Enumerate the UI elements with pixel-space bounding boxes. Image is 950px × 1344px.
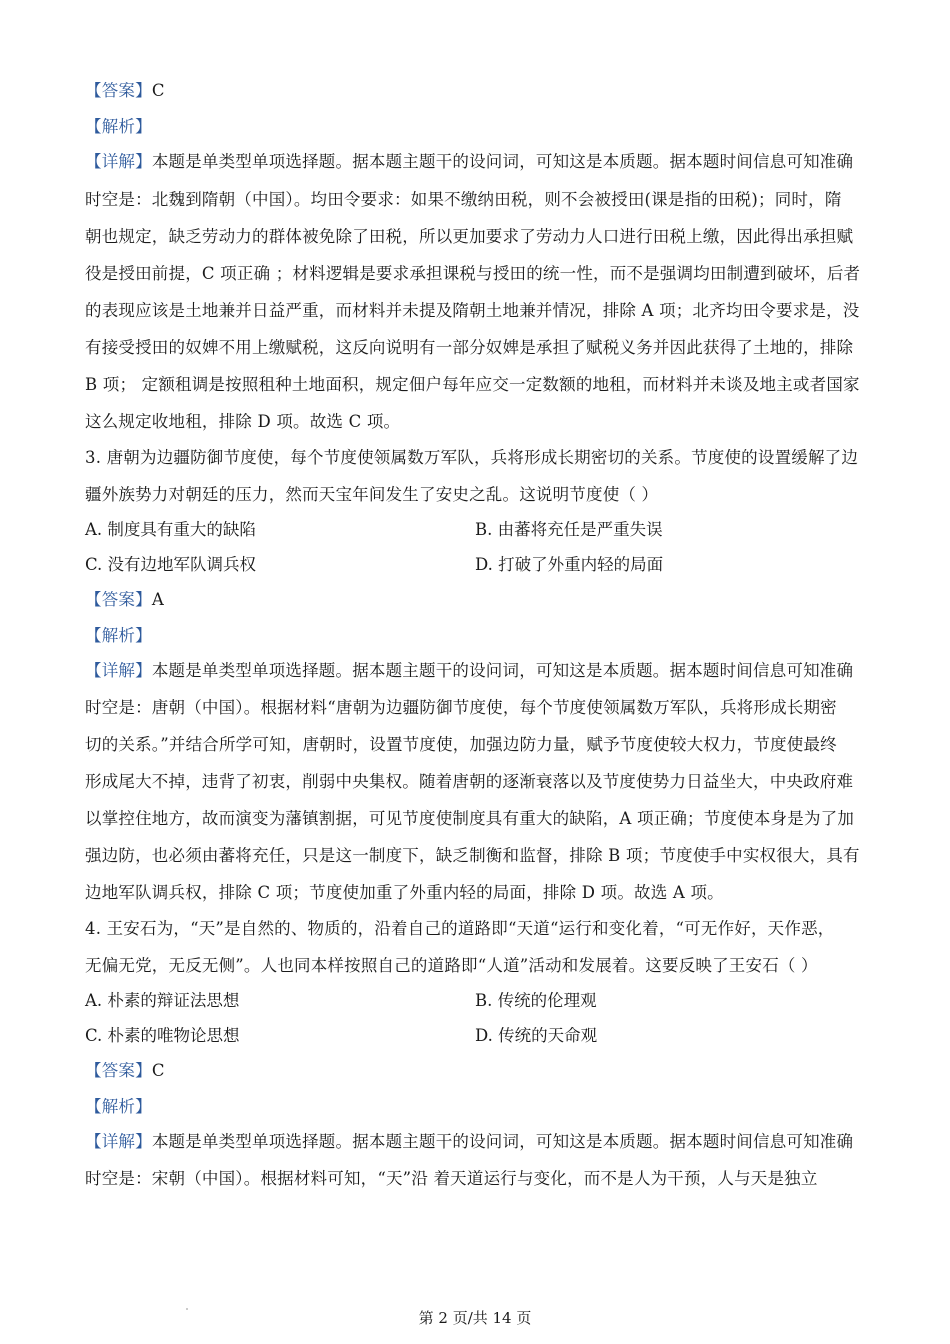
q2-detail-line: 的表现应该是土地兼并日益严重，而材料并未提及隋朝土地兼并情况，排除 A 项；北齐均田令要求是，没 (85, 301, 860, 320)
q2-detail-line: 有接受授田的奴婢不用上缴赋税，这反向说明有一部分奴婢是承担了赋税义务并因此获得了土地的，排除 (85, 338, 854, 357)
q2-detail-line: 这么规定收地租，排除 D 项。故选 C 项。 (85, 412, 401, 431)
detail-tag: 【详解】 (85, 152, 152, 171)
q2-detail-line: B 项； 定额租调是按照租种土地面积，规定佃户每年应交一定数额的地租，而材料并未谈及地主或者国家 (85, 375, 860, 394)
answer-value: A (151, 590, 164, 609)
q4-option-a: A. 朴素的辩证法思想 (85, 991, 240, 1010)
q3-answer (85, 589, 164, 611)
q3-detail-line: 切的关系。”并结合所学可知，唐朝时，设置节度使，加强边防力量，赋予节度使较大权力，节度使最终 (85, 735, 837, 754)
q4-option-b: B. 传统的伦理观 (475, 991, 597, 1010)
q2-detail-line: 时空是：北魏到隋朝（中国）。均田令要求：如果不缴纳田税，则不会被授田(课是指的田税)；同时，隋 (85, 190, 842, 209)
answer-tag: 【答案】 (85, 81, 152, 100)
answer-tag: 【答案】 (85, 1061, 152, 1080)
q3-detail-line: 边地军队调兵权，排除 C 项；节度使加重了外重内轻的局面，排除 D 项。故选 A 项。 (85, 883, 724, 902)
q4-detail-line: 【详解】本题是单类型单项选择题。据本题主题干的设问词，可知这是本质题。据本题时间信息可知准确 (85, 1132, 854, 1151)
q2-answer (85, 80, 165, 102)
page-footer: 第 2 页/共 14 页 (418, 1309, 532, 1327)
q4-option-d: D. 传统的天命观 (475, 1026, 598, 1045)
q4-analysis-tag: 【解析】 (85, 1097, 152, 1116)
detail-tag: 【详解】 (85, 1132, 152, 1151)
q3-detail-line: 形成尾大不掉，违背了初衷，削弱中央集权。随着唐朝的逐渐衰落以及节度使势力日益坐大，中央政府难 (85, 772, 854, 791)
q2-analysis-tag: 【解析】 (85, 117, 152, 136)
q3-stem-line: 3. 唐朝为边疆防御节度使，每个节度使领属数万军队，兵将形成长期密切的关系。节度使的设置缓解了边 (85, 448, 859, 467)
q3-detail-line: 时空是：唐朝（中国）。根据材料“唐朝为边疆防御节度使，每个节度使领属数万军队，兵将形成长期密 (85, 698, 837, 717)
q4-detail-line: 时空是：宋朝（中国）。根据材料可知，“天”沿 着天道运行与变化，而不是人为干预，人与天是独立 (85, 1169, 818, 1188)
answer-value: C (151, 1061, 165, 1080)
q3-analysis-tag: 【解析】 (85, 626, 152, 645)
answer-tag: 【答案】 (85, 590, 152, 609)
q3-option-d: D. 打破了外重内轻的局面 (475, 555, 664, 574)
q3-detail-line: 【详解】本题是单类型单项选择题。据本题主题干的设问词，可知这是本质题。据本题时间信息可知准确 (85, 661, 854, 680)
q2-detail-line: 朝也规定，缺乏劳动力的群体被免除了田税，所以更加要求了劳动力人口进行田税上缴，因此得出承担赋 (85, 227, 854, 246)
q3-stem-line: 疆外族势力对朝廷的压力，然而天宝年间发生了安史之乱。这说明节度使（ ） (85, 485, 659, 504)
q4-option-c: C. 朴素的唯物论思想 (85, 1026, 240, 1045)
q3-option-b: B. 由蕃将充任是严重失误 (475, 520, 663, 539)
q3-option-c: C. 没有边地军队调兵权 (85, 555, 257, 574)
q2-detail-line: 【详解】本题是单类型单项选择题。据本题主题干的设问词，可知这是本质题。据本题时间信息可知准确 (85, 152, 854, 171)
answer-value: C (151, 81, 165, 100)
q4-answer (85, 1060, 165, 1082)
q4-stem-line: 无偏无党，无反无侧”。人也同本样按照自己的道路即“人道”活动和发展着。这要反映了王安石（ ） (85, 956, 818, 975)
q2-detail-line: 役是授田前提，C 项正确 ；材料逻辑是要求承担课税与授田的统一性，而不是强调均田制遭到破坏，后者 (85, 264, 861, 283)
q3-detail-line: 以掌控住地方，故而演变为藩镇割据，可见节度使制度具有重大的缺陷，A 项正确；节度使本身是为了加 (85, 809, 855, 828)
q3-option-a: A. 制度具有重大的缺陷 (85, 520, 256, 539)
q4-stem-line: 4. 王安石为，“天”是自然的、物质的，沿着自己的道路即“天道“运行和变化着，“可无作好，天作恶， (85, 919, 835, 938)
detail-tag: 【详解】 (85, 661, 152, 680)
q3-detail-line: 强边防，也必须由蕃将充任，只是这一制度下，缺乏制衡和监督，排除 B 项；节度使手中实权很大，具有 (85, 846, 860, 865)
